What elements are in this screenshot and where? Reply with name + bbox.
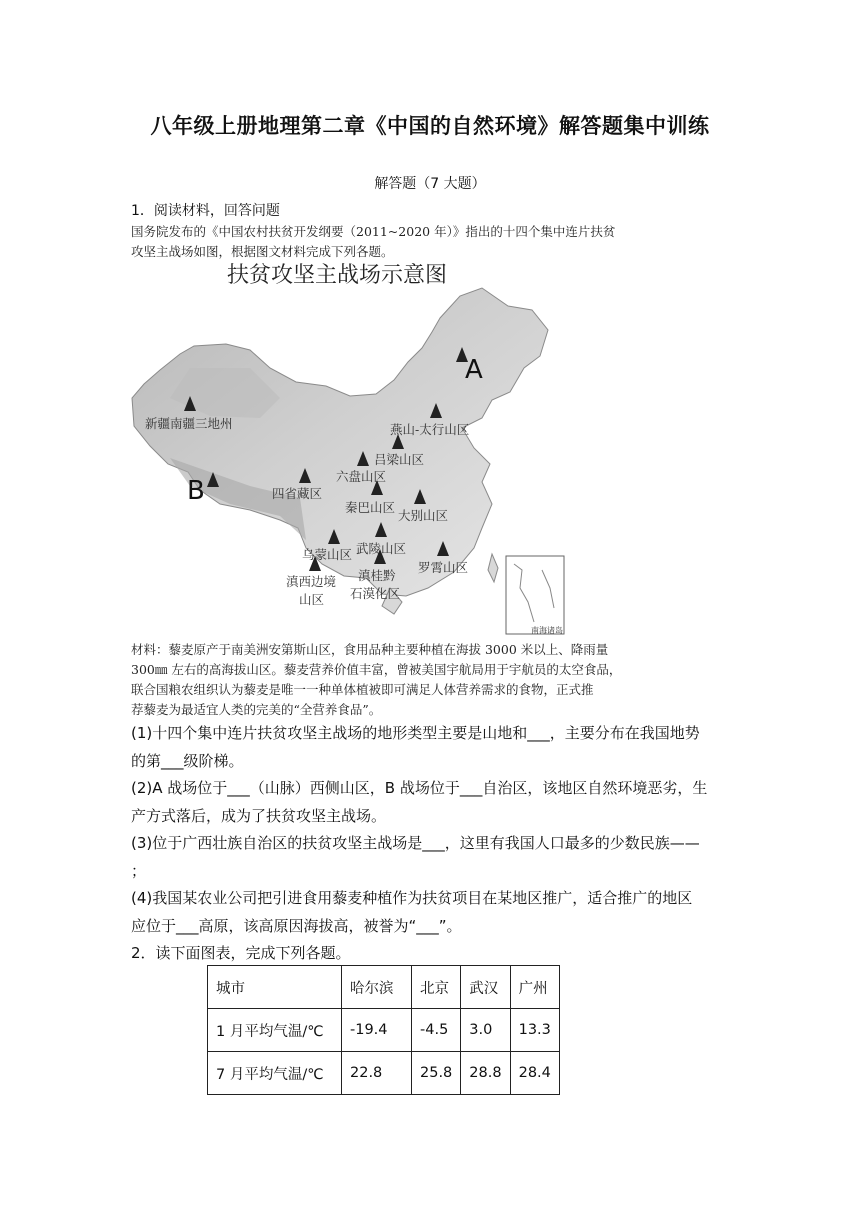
sub-question-2-line-2: 产方式落后，成为了扶贫攻坚主战场。 <box>131 807 387 825</box>
map-letter-b: B <box>187 476 205 506</box>
table-header-cell: 北京 <box>412 966 461 1009</box>
question-1-intro-line-1: 国务院发布的《中国农村扶贫开发纲要（2011~2020 年）》指出的十四个集中连片扶贫 <box>131 224 616 239</box>
label-sisheng: 四省藏区 <box>272 486 323 501</box>
label-dianxi-line-2: 山区 <box>299 592 325 607</box>
table-cell: 3.0 <box>461 1009 510 1052</box>
marker-b-triangle <box>207 472 219 487</box>
page-title: 八年级上册地理第二章《中国的自然环境》解答题集中训练 <box>150 114 710 138</box>
label-dianguiqian-line-1: 滇桂黔 <box>358 568 396 583</box>
sub-question-4-line-2: 应位于___高原，该高原因海拔高，被誉为“___”。 <box>131 917 462 935</box>
marker-wuling-triangle <box>375 522 387 537</box>
table-header-cell: 广州 <box>510 966 559 1009</box>
marker-xinjiang-triangle <box>184 396 196 411</box>
label-wumeng: 乌蒙山区 <box>302 547 353 562</box>
marker-dianxi-triangle <box>309 556 321 571</box>
marker-wumeng-triangle <box>328 529 340 544</box>
map-letter-a: A <box>465 355 483 385</box>
label-qinba: 秦巴山区 <box>345 500 396 515</box>
table-cell: 25.8 <box>412 1052 461 1095</box>
table-row <box>208 1052 560 1095</box>
sub-question-4-line-1: (4)我国某农业公司把引进食用藜麦种植作为扶贫项目在某地区推广，适合推广的地区 <box>131 889 693 907</box>
label-wuling: 武陵山区 <box>356 541 407 556</box>
sub-question-1-line-1: (1)十四个集中连片扶贫攻坚主战场的地形类型主要是山地和___，主要分布在我国地势 <box>131 724 700 742</box>
label-liupan: 六盘山区 <box>336 469 387 484</box>
question-1-heading: 1．阅读材料，回答问题 <box>131 203 280 219</box>
marker-dabie-triangle <box>414 489 426 504</box>
sub-question-2-line-1: (2)A 战场位于___（山脉）西侧山区，B 战场位于___自治区，该地区自然环境恶劣，生 <box>131 779 708 797</box>
marker-liupan-triangle <box>357 451 369 466</box>
table-cell: -19.4 <box>342 1009 412 1052</box>
label-dabie: 大别山区 <box>398 508 449 523</box>
table-cell: 28.8 <box>461 1052 510 1095</box>
temperature-table <box>207 965 560 1095</box>
taiwan-island <box>488 554 498 582</box>
map-title: 扶贫攻坚主战场示意图 <box>227 263 448 288</box>
label-xinjiang: 新疆南疆三地州 <box>145 416 233 431</box>
table-cell: 1 月平均气温/℃ <box>208 1009 342 1052</box>
label-yanshan: 燕山-太行山区 <box>390 422 470 437</box>
table-header-cell: 武汉 <box>461 966 510 1009</box>
table-header-row <box>208 966 560 1009</box>
marker-sisheng-triangle <box>299 468 311 483</box>
sub-question-3-line-1: (3)位于广西壮族自治区的扶贫攻坚主战场是___，这里有我国人口最多的少数民族—— <box>131 834 700 852</box>
material-line-3: 联合国粮农组织认为藜麦是唯一一种单体植被即可满足人体营养需求的食物，正式推 <box>131 682 594 697</box>
poverty-map <box>130 258 570 638</box>
question-1-intro-line-2: 攻坚主战场如图，根据图文材料完成下列各题。 <box>131 244 394 259</box>
label-dianguiqian-line-2: 石漠化区 <box>350 586 401 601</box>
marker-lvliang-triangle <box>392 434 404 449</box>
material-line-4: 荐藜麦为最适宜人类的完美的“全营养食品”。 <box>131 702 382 717</box>
table-cell: 28.4 <box>510 1052 559 1095</box>
sub-question-1-line-2: 的第___级阶梯。 <box>131 752 244 770</box>
marker-yanshan-triangle <box>430 403 442 418</box>
label-luoxiao: 罗霄山区 <box>418 560 469 575</box>
table-cell: -4.5 <box>412 1009 461 1052</box>
material-line-2: 300㎜ 左右的高海拔山区。藜麦营养价值丰富，曾被美国宇航局用于宇航员的太空食品， <box>131 662 622 677</box>
table-cell: 13.3 <box>510 1009 559 1052</box>
marker-qinba-triangle <box>371 480 383 495</box>
section-heading: 解答题（7 大题） <box>374 176 486 192</box>
table-cell: 22.8 <box>342 1052 412 1095</box>
marker-luoxiao-triangle <box>437 541 449 556</box>
table-row <box>208 1009 560 1052</box>
question-2-heading: 2．读下面图表，完成下列各题。 <box>131 944 351 962</box>
label-nanhai: 南海诸岛 <box>531 626 563 635</box>
label-lvliang: 吕梁山区 <box>374 452 425 467</box>
table-cell: 7 月平均气温/℃ <box>208 1052 342 1095</box>
table-header-cell: 哈尔滨 <box>342 966 412 1009</box>
sub-question-3-line-2: ； <box>131 862 147 880</box>
material-line-1: 材料：藜麦原产于南美洲安第斯山区，食用品种主要种植在海拔 3000 米以上、降雨量 <box>131 642 609 657</box>
label-dianxi-line-1: 滇西边境 <box>286 574 337 589</box>
marker-dianguiqian-triangle <box>374 549 386 564</box>
table-header-cell: 城市 <box>208 966 342 1009</box>
south-china-sea-inset <box>506 556 564 634</box>
